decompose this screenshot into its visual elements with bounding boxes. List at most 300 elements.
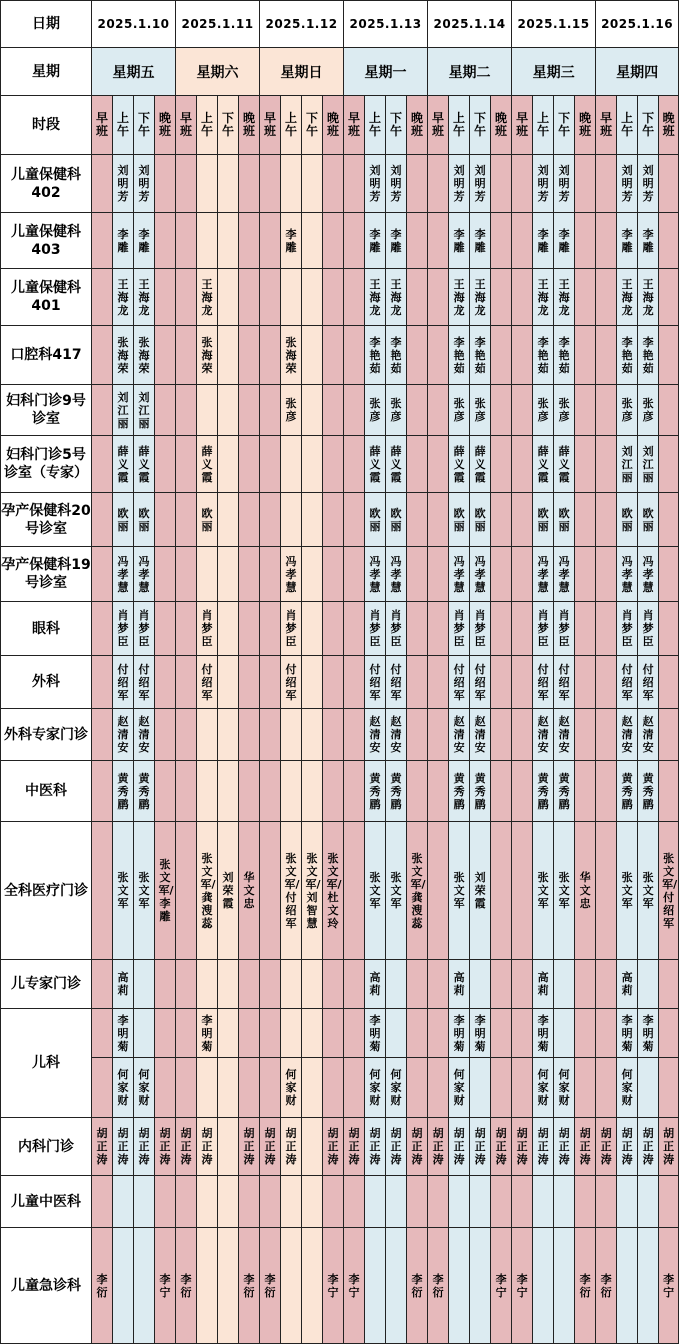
schedule-cell [176, 602, 197, 656]
schedule-cell [344, 1228, 365, 1344]
staff-name: 黄秀鹛 [474, 771, 486, 811]
staff-name: 黄秀鹛 [117, 771, 129, 811]
staff-name: 冯孝慧 [117, 554, 129, 594]
schedule-cell [575, 385, 596, 436]
weekday-cell: 星期二 [428, 48, 512, 96]
staff-name: 冯孝慧 [369, 554, 381, 594]
schedule-cell [638, 493, 659, 547]
schedule-cell [659, 547, 679, 602]
schedule-cell [197, 602, 218, 656]
schedule-cell [260, 761, 281, 822]
schedule-cell [239, 1228, 260, 1344]
staff-name: 王海龙 [558, 277, 570, 317]
staff-name: 欧丽 [558, 506, 570, 533]
schedule-cell [596, 1118, 617, 1176]
schedule-cell [281, 1009, 302, 1058]
schedule-cell [554, 269, 575, 326]
slot-cell [176, 96, 197, 155]
schedule-cell [218, 1176, 239, 1228]
schedule-cell [134, 709, 155, 761]
schedule-cell [533, 709, 554, 761]
staff-name: 张彦 [390, 397, 402, 423]
staff-name: 刘明芳 [558, 164, 570, 203]
staff-name: 胡正涛 [117, 1127, 129, 1166]
schedule-cell [449, 1228, 470, 1344]
schedule-cell [638, 1009, 659, 1058]
staff-name: 肖梦臣 [537, 609, 549, 648]
staff-name: 冯孝慧 [453, 554, 465, 594]
staff-name: 刘明芳 [453, 164, 465, 203]
schedule-cell [365, 385, 386, 436]
schedule-cell [197, 709, 218, 761]
staff-name: 胡正涛 [201, 1127, 213, 1166]
schedule-cell [449, 656, 470, 709]
schedule-cell [92, 822, 113, 960]
schedule-cell [659, 960, 679, 1009]
staff-name: 张彦 [474, 397, 486, 423]
schedule-cell [512, 326, 533, 385]
slot-label: 早班 [348, 111, 361, 138]
schedule-cell [533, 1058, 554, 1118]
staff-name: 胡正涛 [180, 1127, 192, 1166]
schedule-cell [323, 761, 344, 822]
schedule-cell [134, 960, 155, 1009]
schedule-cell [113, 155, 134, 213]
staff-name: 张文军/付绍军 [284, 851, 300, 930]
schedule-cell [323, 822, 344, 960]
schedule-cell [302, 656, 323, 709]
schedule-cell [365, 493, 386, 547]
staff-name: 付绍军 [390, 662, 402, 702]
schedule-cell [323, 1118, 344, 1176]
schedule-cell [659, 1228, 679, 1344]
schedule-cell [470, 385, 491, 436]
staff-name: 高莉 [621, 971, 633, 997]
schedule-cell [302, 385, 323, 436]
schedule-cell [176, 1228, 197, 1344]
schedule-cell [323, 493, 344, 547]
schedule-cell [176, 1118, 197, 1176]
schedule-cell [281, 656, 302, 709]
schedule-cell [449, 155, 470, 213]
schedule-cell [239, 960, 260, 1009]
schedule-cell [449, 1058, 470, 1118]
weekday-cell: 星期三 [512, 48, 596, 96]
staff-name: 李明菊 [369, 1013, 381, 1053]
weekday-header-row [1, 48, 679, 96]
staff-name: 李雕 [474, 227, 486, 254]
staff-name: 赵清安 [537, 715, 549, 754]
staff-name: 肖梦臣 [621, 609, 633, 648]
weekday-header-label: 星期 [1, 48, 92, 96]
schedule-cell [239, 213, 260, 269]
schedule-cell [533, 656, 554, 709]
staff-name: 黄秀鹛 [537, 771, 549, 811]
schedule-cell [197, 1118, 218, 1176]
schedule-cell [323, 1009, 344, 1058]
schedule-cell [428, 822, 449, 960]
schedule-cell [239, 1058, 260, 1118]
schedule-cell [638, 822, 659, 960]
schedule-cell [302, 436, 323, 493]
schedule-cell [428, 385, 449, 436]
schedule-cell [659, 326, 679, 385]
schedule-cell [323, 1228, 344, 1344]
schedule-cell [470, 656, 491, 709]
schedule-cell [134, 547, 155, 602]
schedule-cell [134, 602, 155, 656]
schedule-cell [512, 155, 533, 213]
schedule-cell [659, 709, 679, 761]
staff-name: 刘明芳 [474, 164, 486, 203]
staff-name: 赵清安 [369, 715, 381, 754]
schedule-cell [113, 326, 134, 385]
schedule-cell [92, 1058, 113, 1118]
staff-name: 李宁 [495, 1272, 507, 1299]
slot-label: 早班 [432, 111, 445, 138]
schedule-cell [155, 436, 176, 493]
schedule-cell [449, 547, 470, 602]
schedule-cell [323, 656, 344, 709]
staff-name: 张彦 [558, 397, 570, 423]
schedule-cell [491, 709, 512, 761]
staff-name: 张文军/龚溲蕊 [410, 851, 426, 930]
staff-name: 胡正涛 [243, 1127, 255, 1166]
schedule-cell [134, 1228, 155, 1344]
staff-name: 刘江丽 [621, 444, 633, 484]
staff-name: 胡正涛 [411, 1127, 423, 1166]
schedule-cell [596, 960, 617, 1009]
schedule-cell [302, 1009, 323, 1058]
schedule-cell [512, 493, 533, 547]
schedule-cell [407, 1228, 428, 1344]
department-label: 口腔科417 [1, 326, 92, 385]
schedule-cell [407, 155, 428, 213]
staff-name: 李衍 [96, 1272, 108, 1299]
schedule-cell [92, 269, 113, 326]
schedule-cell [575, 656, 596, 709]
schedule-cell [512, 1228, 533, 1344]
staff-name: 胡正涛 [390, 1127, 402, 1166]
schedule-cell [113, 1118, 134, 1176]
schedule-cell [407, 1009, 428, 1058]
date-cell: 2025.1.16 [596, 1, 679, 48]
slot-label: 上午 [116, 111, 129, 138]
staff-name: 何家财 [621, 1068, 633, 1107]
schedule-cell [554, 385, 575, 436]
schedule-cell [575, 761, 596, 822]
department-label: 孕产保健科20号诊室 [1, 493, 92, 547]
schedule-cell [386, 1228, 407, 1344]
schedule-cell [218, 155, 239, 213]
schedule-cell [512, 547, 533, 602]
schedule-cell [575, 960, 596, 1009]
schedule-cell [575, 436, 596, 493]
staff-name: 李衍 [411, 1272, 423, 1299]
schedule-cell [596, 385, 617, 436]
schedule-cell [218, 709, 239, 761]
schedule-cell [260, 656, 281, 709]
slot-cell [638, 96, 659, 155]
department-label: 儿专家门诊 [1, 960, 92, 1009]
schedule-cell [512, 960, 533, 1009]
schedule-cell [596, 1058, 617, 1118]
staff-name: 黄秀鹛 [369, 771, 381, 811]
schedule-cell [512, 822, 533, 960]
slot-label: 下午 [642, 111, 655, 138]
schedule-cell [428, 547, 449, 602]
staff-name: 付绍军 [117, 662, 129, 702]
staff-name: 李艳茹 [621, 335, 633, 375]
schedule-cell [155, 1228, 176, 1344]
schedule-cell [428, 1058, 449, 1118]
schedule-cell [239, 1176, 260, 1228]
schedule-cell [491, 602, 512, 656]
schedule-cell [596, 547, 617, 602]
date-header-row [1, 1, 679, 48]
schedule-cell [638, 326, 659, 385]
schedule-cell [281, 822, 302, 960]
schedule-cell [197, 761, 218, 822]
schedule-cell [281, 269, 302, 326]
schedule-cell [428, 493, 449, 547]
slot-label: 晚班 [495, 111, 508, 138]
schedule-cell [596, 1176, 617, 1228]
schedule-cell [407, 602, 428, 656]
schedule-cell [365, 269, 386, 326]
schedule-cell [407, 1118, 428, 1176]
date-cell: 2025.1.14 [428, 1, 512, 48]
staff-name: 张文军/李雕 [158, 858, 174, 923]
staff-name: 刘江丽 [642, 444, 654, 484]
slot-label: 早班 [264, 111, 277, 138]
schedule-cell [218, 960, 239, 1009]
department-row [1, 1118, 679, 1176]
staff-name: 薛义霞 [201, 444, 213, 484]
schedule-cell [113, 213, 134, 269]
schedule-cell [659, 493, 679, 547]
staff-name: 华文忠 [579, 871, 591, 910]
department-label: 全科医疗门诊 [1, 822, 92, 960]
staff-name: 张文军 [537, 871, 549, 910]
staff-name: 张文军 [621, 871, 633, 910]
staff-name: 欧丽 [390, 506, 402, 533]
schedule-cell [533, 1176, 554, 1228]
schedule-cell [428, 709, 449, 761]
schedule-cell [260, 436, 281, 493]
schedule-cell [533, 269, 554, 326]
slot-label: 上午 [369, 111, 382, 138]
schedule-cell [470, 1118, 491, 1176]
slot-cell [596, 96, 617, 155]
schedule-cell [260, 547, 281, 602]
staff-name: 李明菊 [537, 1013, 549, 1053]
schedule-cell [176, 155, 197, 213]
schedule-cell [197, 213, 218, 269]
staff-name: 张文军/龚溲蕊 [200, 851, 216, 930]
schedule-cell [176, 709, 197, 761]
schedule-cell [428, 436, 449, 493]
schedule-cell [491, 385, 512, 436]
weekday-cell: 星期四 [596, 48, 679, 96]
staff-name: 刘江丽 [138, 390, 150, 430]
schedule-cell [239, 1118, 260, 1176]
staff-name: 肖梦臣 [285, 609, 297, 648]
schedule-cell [659, 213, 679, 269]
schedule-cell [302, 1058, 323, 1118]
schedule-cell [302, 213, 323, 269]
staff-name: 付绍军 [138, 662, 150, 702]
schedule-cell [218, 761, 239, 822]
schedule-cell [134, 155, 155, 213]
staff-name: 赵清安 [390, 715, 402, 754]
department-row [1, 155, 679, 213]
schedule-cell [533, 436, 554, 493]
schedule-cell [533, 326, 554, 385]
staff-name: 肖梦臣 [474, 609, 486, 648]
staff-name: 付绍军 [642, 662, 654, 702]
slot-cell [512, 96, 533, 155]
schedule-cell [596, 269, 617, 326]
schedule-cell [533, 547, 554, 602]
schedule-cell [575, 1009, 596, 1058]
schedule-cell [449, 493, 470, 547]
schedule-cell [302, 761, 323, 822]
schedule-cell [575, 155, 596, 213]
schedule-cell [260, 1118, 281, 1176]
staff-name: 张文军 [117, 871, 129, 910]
staff-name: 薛义霞 [558, 444, 570, 484]
schedule-cell [659, 155, 679, 213]
schedule-cell [92, 1118, 113, 1176]
date-cell: 2025.1.13 [344, 1, 428, 48]
slot-label: 早班 [95, 111, 108, 138]
schedule-cell [533, 1118, 554, 1176]
schedule-cell [365, 1009, 386, 1058]
slot-cell [281, 96, 302, 155]
schedule-cell [155, 385, 176, 436]
schedule-cell [92, 960, 113, 1009]
schedule-cell [386, 656, 407, 709]
slot-cell [575, 96, 596, 155]
weekday-cell: 星期五 [92, 48, 176, 96]
schedule-cell [281, 709, 302, 761]
schedule-cell [302, 960, 323, 1009]
staff-name: 刘荣霞 [474, 871, 486, 910]
slot-cell [428, 96, 449, 155]
schedule-cell [407, 547, 428, 602]
schedule-cell [428, 269, 449, 326]
schedule-cell [365, 326, 386, 385]
schedule-cell [428, 761, 449, 822]
schedule-cell [449, 436, 470, 493]
schedule-cell [302, 155, 323, 213]
schedule-cell [197, 1176, 218, 1228]
schedule-cell [512, 436, 533, 493]
schedule-cell [659, 1009, 679, 1058]
schedule-cell [260, 213, 281, 269]
schedule-cell [491, 1228, 512, 1344]
schedule-cell [470, 822, 491, 960]
slot-label: 晚班 [579, 111, 592, 138]
slot-cell [470, 96, 491, 155]
schedule-cell [470, 326, 491, 385]
schedule-cell [302, 1118, 323, 1176]
schedule-cell [554, 1176, 575, 1228]
schedule-cell [197, 960, 218, 1009]
schedule-cell [281, 155, 302, 213]
schedule-cell [239, 436, 260, 493]
staff-name: 肖梦臣 [201, 609, 213, 648]
slot-label: 上午 [285, 111, 298, 138]
staff-name: 张文军 [138, 871, 150, 910]
staff-name: 黄秀鹛 [558, 771, 570, 811]
schedule-cell [449, 1009, 470, 1058]
schedule-cell [428, 1228, 449, 1344]
schedule-cell [281, 547, 302, 602]
schedule-cell [638, 213, 659, 269]
schedule-cell [197, 436, 218, 493]
staff-name: 李雕 [621, 227, 633, 254]
staff-name: 何家财 [138, 1068, 150, 1107]
schedule-cell [155, 155, 176, 213]
schedule-cell [218, 1009, 239, 1058]
schedule-cell [218, 602, 239, 656]
staff-name: 肖梦臣 [642, 609, 654, 648]
schedule-cell [197, 493, 218, 547]
department-label: 孕产保健科19号诊室 [1, 547, 92, 602]
schedule-cell [344, 269, 365, 326]
schedule-cell [575, 213, 596, 269]
staff-name: 何家财 [390, 1068, 402, 1107]
schedule-cell [176, 761, 197, 822]
schedule-cell [386, 709, 407, 761]
schedule-cell [281, 213, 302, 269]
schedule-cell [407, 1176, 428, 1228]
schedule-cell [533, 822, 554, 960]
schedule-cell [386, 960, 407, 1009]
schedule-cell [134, 385, 155, 436]
staff-name: 张文军 [369, 871, 381, 910]
staff-name: 胡正涛 [516, 1127, 528, 1166]
staff-name: 胡正涛 [600, 1127, 612, 1166]
staff-name: 李衍 [180, 1272, 192, 1299]
schedule-cell [197, 656, 218, 709]
schedule-cell [218, 213, 239, 269]
schedule-cell [344, 1176, 365, 1228]
schedule-cell [113, 269, 134, 326]
schedule-cell [260, 155, 281, 213]
schedule-cell [281, 761, 302, 822]
schedule-cell [239, 385, 260, 436]
schedule-cell [113, 1058, 134, 1118]
schedule-cell [92, 1228, 113, 1344]
staff-name: 王海龙 [369, 277, 381, 317]
staff-name: 欧丽 [201, 506, 213, 533]
staff-name: 刘明芳 [369, 164, 381, 203]
schedule-cell [428, 326, 449, 385]
schedule-cell [365, 602, 386, 656]
slot-cell [260, 96, 281, 155]
schedule-cell [134, 1058, 155, 1118]
staff-name: 李艳茹 [453, 335, 465, 375]
staff-name: 李宁 [348, 1272, 360, 1299]
date-header-label: 日期 [1, 1, 92, 48]
schedule-cell [176, 326, 197, 385]
schedule-cell [260, 1176, 281, 1228]
schedule-cell [512, 1176, 533, 1228]
department-label: 儿科 [1, 1009, 92, 1118]
